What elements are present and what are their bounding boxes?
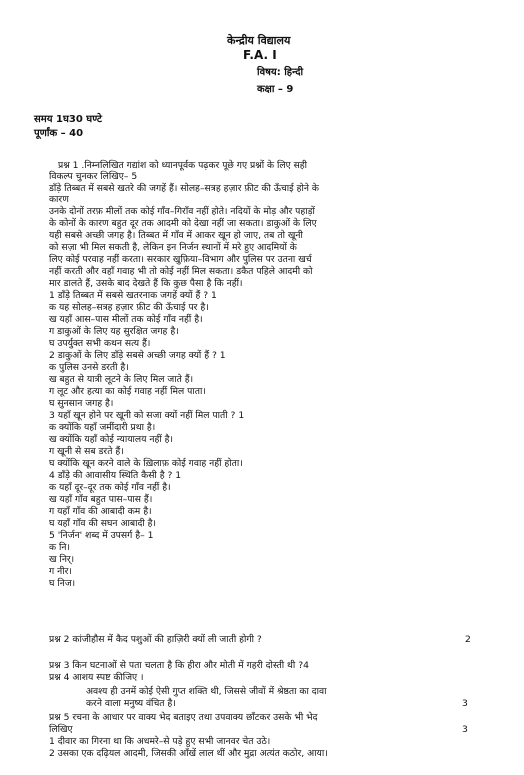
option-line: क यहाँ दूर–दूर तक कोई गाँव नहीं है। — [49, 482, 171, 493]
q3-text: प्रश्न 3 किन घटनाओं से पता चलता है कि हीरा और मोती में गहरी दोस्ती थी ?4 — [49, 660, 309, 671]
full-marks-line: पूर्णांक – 40 — [34, 128, 84, 139]
option-line: ख बहुत से यात्री लूटने के लिए मिल जाते हैं। — [49, 374, 194, 385]
option-line: क क्योंकि यहाँ जमींदारी प्रथा है। — [49, 422, 156, 433]
option-line: ख निर्। — [49, 554, 75, 565]
option-line: ग नीर। — [49, 566, 72, 577]
sub-question: 5 'निर्जन' शब्द में उपसर्ग है– 1 — [49, 530, 154, 541]
passage-line: कारण — [49, 194, 69, 205]
passage-line: नहीं करती और वहाँ गवाह भी तो कोई नहीं मिल सकता। डकैत पहिले आदमी को — [49, 266, 313, 277]
q4-text: प्रश्न 4 आशय स्पष्ट कीजिए । — [49, 672, 144, 683]
option-line: घ क्योंकि खून करने वाले के ख़िलाफ़ कोई गवाह नहीं होता। — [49, 458, 243, 469]
q5-item: 1 दीवार का गिरना था कि अधमरे–से पड़े हुए सभी जानवर चेत उठे। — [49, 736, 271, 747]
passage-line: यही सबसे अच्छी जगह है। तिब्बत में गाँव में आकर खून हो जाए, तब तो खूनी — [49, 230, 303, 241]
option-line: घ निज। — [49, 578, 76, 589]
q4-marks: 3 — [462, 698, 468, 709]
sub-question: 1 डाँड़े तिब्बत में सबसे खतरनाक जगहें क्यों हैं ? 1 — [49, 290, 217, 301]
q1-instruction-cont: विकल्प चुनकर लिखिए– 5 — [49, 171, 138, 182]
q5-text-cont: लिखिए — [49, 724, 73, 735]
option-line: क नि। — [49, 542, 70, 553]
option-line: ग डाकुओं के लिए यह सुरक्षित जगह है। — [49, 326, 179, 337]
subject-line: विषय: हिन्दी — [257, 67, 304, 78]
passage-line: उनके दोनों तरफ़ मीलों तक कोई गाँव–गिराँव नहीं होते। नदियों के मोड़ और पहाड़ों — [49, 206, 315, 217]
option-line: घ उपर्युक्त सभी कथन सत्य हैं। — [49, 338, 151, 349]
passage-line: लिए कोई परवाह नहीं करता। सरकार खुफ़िया–विभाग और पुलिस पर उतना खर्च — [49, 254, 312, 265]
q4-quote-line1: अवश्य ही उनमें कोई ऐसी गुप्त शक्ति थी, जिससे जीवों में श्रेष्ठता का दावा — [86, 686, 327, 697]
passage-line: डाँड़े तिब्बत में सबसे खतरे की जगहें हैं। सोलह–सत्रह हज़ार फ़ीट की ऊँचाई होने के — [49, 183, 319, 194]
option-line: ग लूट और हत्या का कोई गवाह नहीं मिल पाता। — [49, 386, 206, 397]
q1-instruction: प्रश्न 1 .निम्नलिखित गद्यांश को ध्यानपूर्वक पढ़कर पूछे गए प्रश्नों के लिए सही — [58, 160, 308, 171]
school-name: केन्द्रीय विद्यालय — [227, 34, 291, 47]
q2-text: प्रश्न 2 कांजीहौस में कैद पशुओं की हाज़िरी क्यों ली जाती होगी ? — [49, 634, 262, 645]
option-line: घ यहाँ गाँव की सघन आबादी है। — [49, 518, 157, 529]
option-line: ग खूनी से सब डरते हैं। — [49, 446, 124, 457]
q4-quote-line2: करने वाला मनुष्य वंचित है। — [86, 698, 176, 709]
passage-line: के कोनों के कारण बहुत दूर तक आदमी को देखा नहीं जा सकता। डाकुओं के लिए — [49, 218, 317, 229]
option-line: ख यहाँ आस–पास मीलों तक कोई गाँव नहीं है। — [49, 314, 203, 325]
option-line: घ सुनसान जगह है। — [49, 398, 114, 409]
sub-question: 4 डाँड़े की आवासीय स्थिति कैसी है ? 1 — [49, 470, 182, 481]
option-line: क यह सोलह–सत्रह हज़ार फ़ीट की ऊँचाई पर है। — [49, 302, 209, 313]
q5-marks: 3 — [462, 724, 468, 735]
option-line: ख यहाँ गाँव बहुत पास–पास हैं। — [49, 494, 153, 505]
passage-line: को सज़ा भी मिल सकती है, लेकिन इन निर्जन स्थानों में मरे हुए आदमियों के — [49, 242, 297, 253]
q5-item: 2 उसका एक दढ़ियल आदमी, जिसकी आँखें लाल थीं और मुद्रा अत्यंत कठोर, आया। — [49, 748, 328, 759]
option-line: ग यहाँ गाँव की आबादी कम है। — [49, 506, 152, 517]
sub-question: 3 यहाँ खून होने पर खूनी को सजा क्यों नहीं मिल पाती ? 1 — [49, 410, 245, 421]
class-line: कक्षा – 9 — [257, 84, 294, 95]
passage-line: मार डालते हैं, उसके बाद देखते हैं कि कुछ पैसा है कि नहीं। — [49, 278, 243, 289]
time-line: समय 1घ30 घण्टे — [34, 114, 102, 125]
option-line: ख क्योंकि यहाँ कोई न्यायालय नहीं है। — [49, 434, 174, 445]
q5-text: प्रश्न 5 रचना के आधार पर वाक्य भेद बताइए तथा उपवाक्य छाँटकर उसके भी भेद — [49, 712, 318, 723]
q2-marks: 2 — [465, 634, 471, 645]
exam-name: F.A. I — [243, 48, 277, 62]
sub-question: 2 डाकुओं के लिए डाँड़े सबसे अच्छी जगह क्यों हैं ? 1 — [49, 350, 226, 361]
option-line: क पुलिस उनसे डरती है। — [49, 362, 129, 373]
